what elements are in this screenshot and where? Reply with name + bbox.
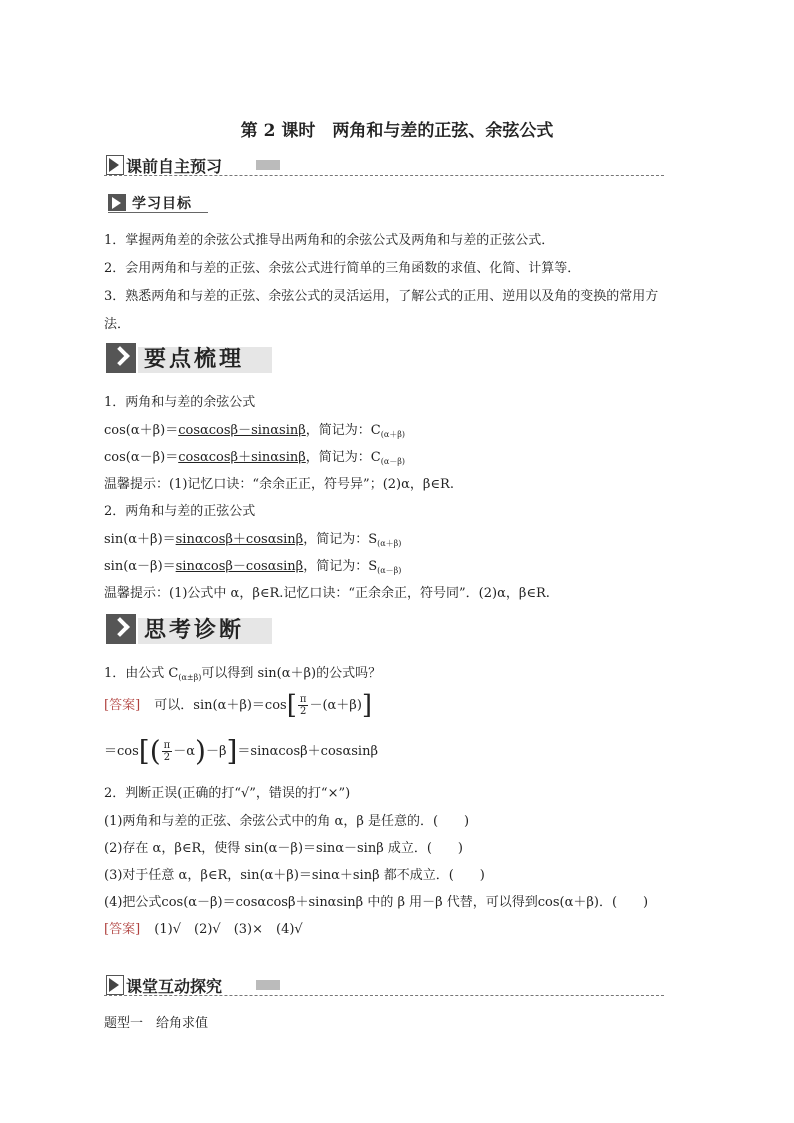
tip-1: 温馨提示：(1)记忆口诀：“余余正正，符号异”；(2)α，β∈R. bbox=[104, 477, 454, 492]
check-arrow-icon bbox=[106, 343, 136, 373]
answer-1: [答案] 可以．sin(α＋β)＝cos[ $\frac{\pi}{2}$ －(α＋β)] bbox=[104, 690, 373, 721]
formula-cos-minus: cos(α－β)＝cosαcosβ＋sinαsinβ，简记为：$C_{(\alpha-\beta)}$ bbox=[104, 450, 406, 466]
formula-cos-plus: cos(α＋β)＝cosαcosβ－sinαsinβ，简记为：$C_{(\alpha+\beta)}$ bbox=[104, 423, 406, 439]
answer-tag: [答案] bbox=[104, 698, 141, 713]
section-title: 课前自主预习 bbox=[126, 157, 223, 176]
decor-block bbox=[256, 980, 280, 990]
point-1-heading: 1．两角和与差的余弦公式 bbox=[104, 395, 256, 410]
goal-2: 2．会用两角和与差的正弦、余弦公式进行简单的三角函数的求值、化简、计算等． bbox=[104, 261, 581, 276]
tag-label: 学习目标 bbox=[132, 196, 192, 212]
q2-item-4: (4)把公式cos(α－β)＝cosαcosβ＋sinαsinβ 中的 β 用－β 代替，可以得到cos(α＋β)．( ) bbox=[104, 895, 649, 910]
play-arrow-icon bbox=[106, 975, 124, 995]
decor-block bbox=[256, 160, 280, 170]
header-label: 思考诊断 bbox=[144, 618, 245, 643]
point-2-heading: 2．两角和与差的正弦公式 bbox=[104, 504, 256, 519]
answer-2: [答案] (1)√ (2)√ (3)× (4)√ bbox=[104, 922, 303, 937]
type-1-heading: 题型一 给角求值 bbox=[104, 1016, 209, 1031]
section-header-preview bbox=[104, 154, 664, 176]
formula-sin-plus: sin(α＋β)＝sinαcosβ＋cosαsinβ，简记为：$S_{(\alpha+\beta)}$ bbox=[104, 532, 402, 548]
section-title: 课堂互动探究 bbox=[126, 977, 223, 996]
q2-item-1: (1)两角和与差的正弦、余弦公式中的角 α，β 是任意的．( ) bbox=[104, 814, 470, 829]
arrow-box-icon bbox=[108, 194, 126, 211]
question-2: 2．判断正误(正确的打“√”，错误的打“×”) bbox=[104, 786, 351, 801]
tip-2: 温馨提示：(1)公式中 α，β∈R.记忆口诀：“正余余正，符号同”．(2)α，β∈R. bbox=[104, 586, 550, 601]
q2-item-2: (2)存在 α，β∈R，使得 sin(α－β)＝sinα－sinβ 成立．( ) bbox=[104, 841, 463, 856]
page-title: 第 2 课时 两角和与差的正弦、余弦公式 bbox=[240, 121, 554, 141]
q2-item-3: (3)对于任意 α，β∈R，sin(α＋β)＝sinα＋sinβ 都不成立．( ) bbox=[104, 868, 485, 883]
goal-3-cont: 法． bbox=[104, 317, 131, 332]
formula-sin-minus: sin(α－β)＝sinαcosβ－cosαsinβ，简记为：$S_{(\alpha-\beta)}$ bbox=[104, 559, 402, 575]
check-arrow-icon bbox=[106, 614, 136, 644]
section-header-class bbox=[104, 974, 664, 996]
goal-3: 3．熟悉两角和与差的正弦、余弦公式的灵活运用，了解公式的正用、逆用以及角的变换的常用方 bbox=[104, 289, 659, 304]
play-arrow-icon bbox=[106, 155, 124, 175]
answer-1-continued: ＝cos[( $\frac{\pi}{2}$ －α)－β]＝sinαcosβ＋cosαsinβ bbox=[104, 734, 378, 768]
goal-1: 1．掌握两角差的余弦公式推导出两角和的余弦公式及两角和与差的正弦公式． bbox=[104, 233, 555, 248]
answer-tag: [答案] bbox=[104, 922, 141, 937]
question-1: 1．由公式 $C_{(\alpha\pm\beta)}$可以得到 sin(α＋β)的公式吗？ bbox=[104, 666, 382, 682]
header-label: 要点梳理 bbox=[144, 347, 245, 372]
